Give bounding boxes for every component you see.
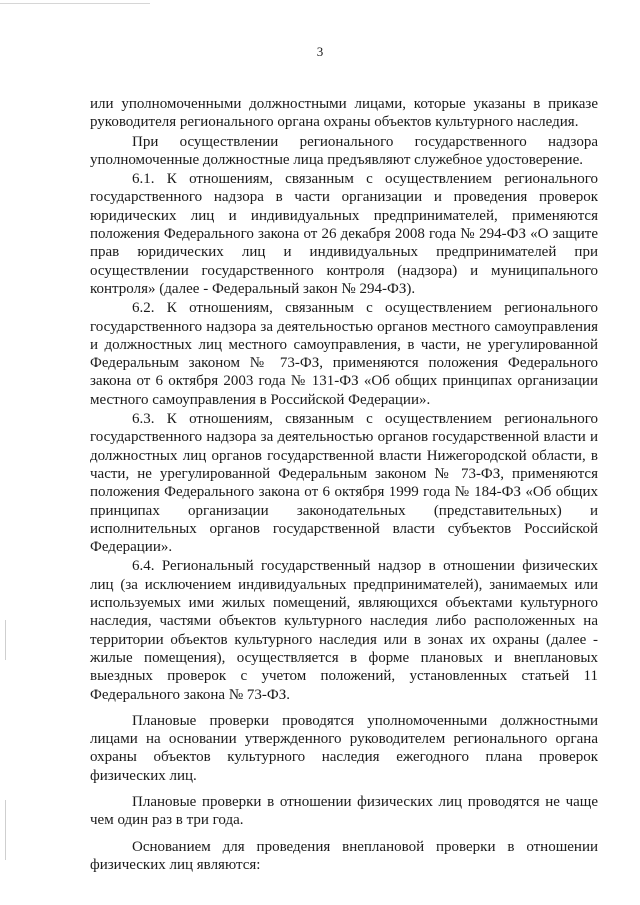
paragraph-6-1: 6.1. К отношениям, связанным с осуществлением регионального государственного надзора в части организации и проведения проверок юридических лиц и индивидуальных предпринимателей, применяются положения Федерального закона от 26 декабря 2008 года № 294-ФЗ «О защите прав юридических лиц и индивидуальных предпринимателей при осуществлении государственного контроля (надзора) и муниципального контроля» (далее - Федеральный закон № 294-ФЗ). [90, 171, 598, 297]
paragraph-6-4: 6.4. Региональный государственный надзор в отношении физических лиц (за исключением индивидуальных предпринимателей), занимаемых или используемых ими жилых помещений, являющихся объектами культурного наследия, частями объектов культурного наследия либо расположенных на территории объектов культурного наследия или в зонах их охраны (далее - жилые помещения), осуществляется в форме плановых и внеплановых выездных проверок с учетом положений, установленных статьей 11 Федерального закона № 73-ФЗ. [90, 558, 598, 703]
page-number: 3 [316, 44, 324, 59]
document-body [90, 95, 598, 875]
paragraph-inspection-frequency: Плановые проверки в отношении физических лиц проводятся не чаще чем один раз в три года. [90, 793, 598, 829]
paragraph-unscheduled-grounds: Основанием для проведения внеплановой проверки в отношении физических лиц являются: [90, 838, 598, 873]
paragraph-6-2: 6.2. К отношениям, связанным с осуществлением регионального государственного надзора за деятельностью органов местного самоуправления и должностных лиц местного самоуправления, в части, не урегулированной Федеральным законом № 73-ФЗ, применяются положения Федерального закона от 6 октября 2003 года № 131-ФЗ «Об общих принципах организации местного самоуправления в Российской Федерации». [90, 300, 598, 408]
paragraph-6-3: 6.3. К отношениям, связанным с осуществлением регионального государственного надзора за деятельностью органов государственной власти и должностных лиц органов государственной власти Нижегородской области, в части, не урегулированной Федеральным законом № 73-ФЗ, применяются положения Федерального закона от 6 октября 1999 года № 184-ФЗ «Об общих принципах организации законодательных (представительных) и исполнительных органов государственной власти субъектов Российской Федерации». [90, 411, 598, 556]
paragraph-continuation: или уполномоченными должностными лицами, которые указаны в приказе руководителя регионального органа охраны объектов культурного наследия. [90, 96, 598, 131]
scan-edge-mark [5, 620, 6, 660]
paragraph-planned-inspections: Плановые проверки проводятся уполномоченными должностными лицами на основании утвержденного руководителем регионального органа охраны объектов культурного наследия ежегодного плана проверок физических лиц. [90, 712, 598, 784]
scan-edge-mark-top [0, 3, 150, 4]
paragraph-certificate: При осуществлении регионального государственного надзора уполномоченные должностные лица предъявляют служебное удостоверение. [90, 133, 598, 168]
scan-edge-mark [5, 800, 6, 860]
